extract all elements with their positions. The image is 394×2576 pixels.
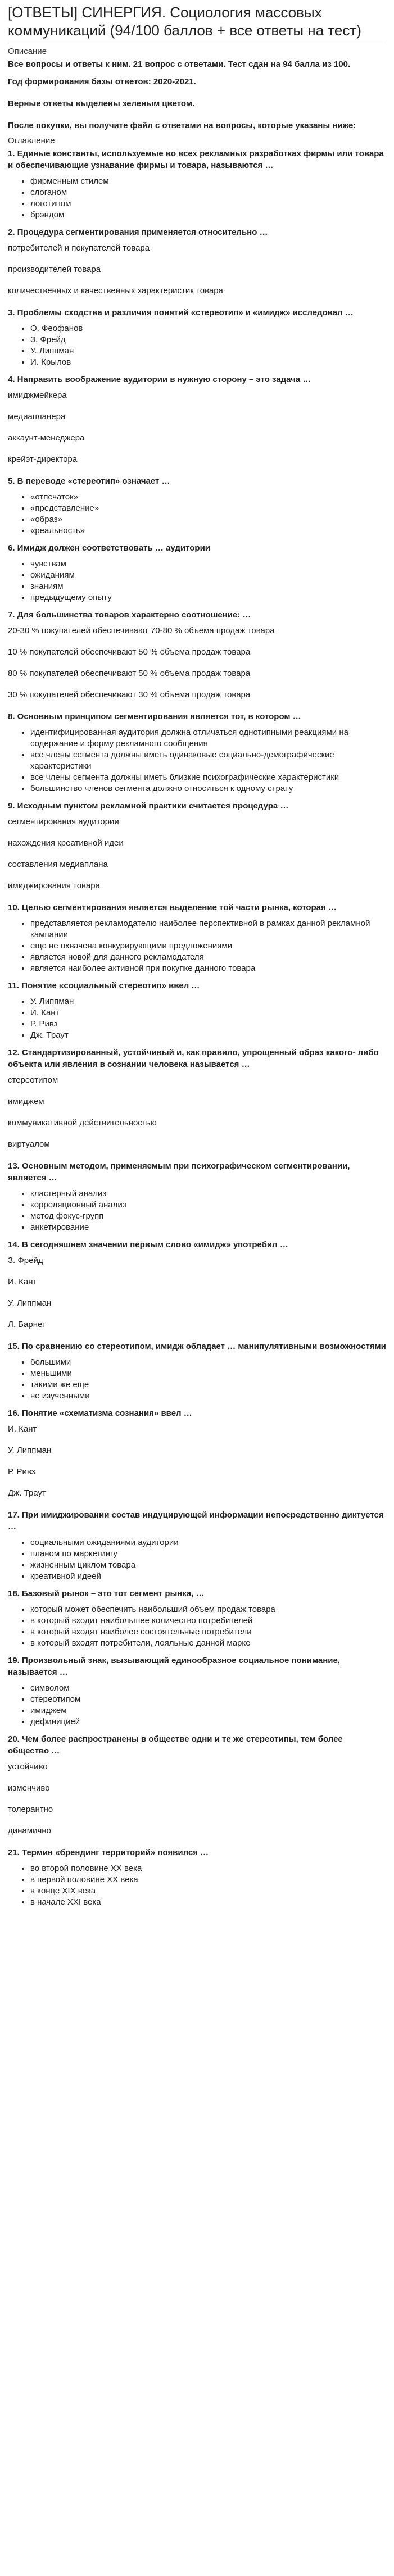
answer-option: потребителей и покупателей товара — [8, 243, 150, 253]
question-text: 10. Целью сегментирования является выделение той части рынка, которая … — [8, 903, 337, 912]
answer-list — [8, 492, 386, 537]
answer-list — [8, 816, 386, 892]
question-text: 6. Имидж должен соответствовать … аудитории — [8, 543, 211, 553]
answer-option: • представляется рекламодателю наиболее перспективной в рамках данной рекламной кампании — [30, 918, 386, 941]
question-block — [8, 1847, 386, 1908]
question-text: 4. Направить воображение аудитории в нужную сторону – это задача … — [8, 375, 311, 384]
answer-option: имиджмейкера — [8, 390, 67, 400]
question-text: 8. Основным принципом сегментирования является тот, в котором … — [8, 712, 301, 721]
answer-option: • социальными ожиданиями аудитории — [30, 1537, 386, 1548]
question-block — [8, 307, 386, 368]
page-title: [ОТВЕТЫ] СИНЕРГИЯ. Социология массовых коммуникаций (94/100 баллов + все ответы на тест) — [8, 3, 386, 43]
question-block — [8, 1509, 386, 1582]
answer-option: И. Кант — [8, 1424, 37, 1434]
question-text: 16. Понятие «схематизма сознания» ввел … — [8, 1409, 192, 1418]
question-text: 14. В сегодняшнем значении первым слово «имидж» употребил … — [8, 1240, 288, 1250]
answer-option: стереотипом — [8, 1075, 58, 1085]
answer-list — [8, 1357, 386, 1402]
answer-option: З. Фрейд — [8, 1256, 43, 1265]
answer-list — [8, 996, 386, 1041]
answer-option: виртуалом — [8, 1139, 50, 1149]
answer-list — [8, 390, 386, 465]
intro-paragraph: Все вопросы и ответы к ним. 21 вопрос с ответами. Тест сдан на 94 балла из 100. — [8, 60, 351, 69]
answer-option: • знаниям — [30, 581, 386, 592]
question-text: 1. Единые константы, используемые во всех рекламных разработках фирмы или товара и обеспечивающие узнавание фирмы и товара, называются … — [8, 149, 384, 170]
answer-option: • корреляционный анализ — [30, 1200, 386, 1211]
answer-option: • в конце XIX века — [30, 1886, 386, 1897]
answer-option: • еще не охвачена конкурирующими предложениями — [30, 941, 386, 952]
answer-list — [8, 1255, 386, 1330]
answer-option: нахождения креативной идеи — [8, 838, 124, 848]
question-block — [8, 374, 386, 465]
question-text: 15. По сравнению со стереотипом, имидж обладает … манипулятивными возможностями — [8, 1342, 386, 1351]
answer-option: • такими же еще — [30, 1379, 386, 1391]
answer-option: Р. Ривз — [8, 1467, 35, 1476]
question-block — [8, 475, 386, 537]
answer-option: И. Кант — [8, 1277, 37, 1287]
question-block — [8, 542, 386, 603]
answer-option: • планом по маркетингу — [30, 1548, 386, 1560]
answer-option: У. Липпман — [8, 1298, 52, 1308]
answer-option: • предыдущему опыту — [30, 592, 386, 603]
questions-list — [8, 148, 386, 1908]
answer-option: • символом — [30, 1683, 386, 1694]
question-text: 2. Процедура сегментирования применяется относительно … — [8, 228, 268, 237]
answer-option: • чувствам — [30, 558, 386, 570]
answer-option: крейэт-директора — [8, 455, 78, 464]
question-text: 17. При имиджировании состав индуцирующей информации непосредственно диктуется … — [8, 1510, 384, 1532]
toc-heading: Оглавление — [8, 136, 55, 146]
answer-list — [8, 1604, 386, 1649]
answer-option: • ожиданиям — [30, 570, 386, 581]
answer-option: • креативной идеей — [30, 1571, 386, 1582]
question-text: 18. Базовый рынок – это тот сегмент рынка, … — [8, 1589, 205, 1598]
question-text: 12. Стандартизированный, устойчивый и, как правило, упрощенный образ какого- либо объекта или явления в сознании человека называется … — [8, 1048, 379, 1069]
question-block — [8, 1341, 386, 1402]
answer-option: • не изученными — [30, 1391, 386, 1402]
answer-option: • кластерный анализ — [30, 1188, 386, 1200]
answer-list — [8, 1424, 386, 1499]
answer-list — [8, 558, 386, 603]
question-block — [8, 1047, 386, 1150]
answer-option: толерантно — [8, 1805, 53, 1814]
answer-option: 80 % покупателей обеспечивают 50 % объема продаж товара — [8, 669, 251, 678]
question-block — [8, 800, 386, 892]
question-text: 13. Основным методом, применяемым при психографическом сегментировании, является … — [8, 1161, 350, 1183]
answer-option: • в который входит наибольшее количество потребителей — [30, 1615, 386, 1627]
intro-paragraph: Год формирования базы ответов: 2020-2021. — [8, 77, 196, 87]
question-block — [8, 711, 386, 794]
answer-option: коммуникативной действительностью — [8, 1118, 157, 1128]
answer-option: • является наиболее активной при покупке данного товара — [30, 963, 386, 974]
answer-option: • «отпечаток» — [30, 492, 386, 503]
question-block — [8, 226, 386, 297]
question-block — [8, 609, 386, 701]
answer-option: • Р. Ривз — [30, 1019, 386, 1030]
answer-list — [8, 1075, 386, 1150]
question-text: 3. Проблемы сходства и различия понятий «стереотип» и «имидж» исследовал … — [8, 308, 354, 317]
answer-list — [8, 1188, 386, 1233]
answer-list — [8, 1761, 386, 1837]
answer-list — [8, 727, 386, 794]
answer-option: У. Липпман — [8, 1446, 52, 1455]
answer-option: сегментирования аудитории — [8, 817, 119, 826]
answer-option: изменчиво — [8, 1783, 50, 1793]
question-block — [8, 1160, 386, 1233]
question-text: 9. Исходным пунктом рекламной практики считается процедура … — [8, 801, 289, 811]
answer-option: 30 % покупателей обеспечивают 30 % объема продаж товара — [8, 690, 251, 699]
question-block — [8, 1588, 386, 1649]
answer-option: • в который входят наиболее состоятельные потребители — [30, 1627, 386, 1638]
answer-option: • меньшими — [30, 1368, 386, 1379]
answer-option: • является новой для данного рекламодателя — [30, 952, 386, 963]
answer-option: составления медиаплана — [8, 860, 108, 869]
answer-list — [8, 1863, 386, 1908]
answer-option: • З. Фрейд — [30, 334, 386, 346]
answer-option: • большинство членов сегмента должно относиться к одному страту — [30, 783, 386, 794]
intro-paragraph: Верные ответы выделены зеленым цветом. — [8, 99, 195, 108]
answer-option: • все члены сегмента должны иметь близкие психографические характеристики — [30, 772, 386, 783]
answer-option: 10 % покупателей обеспечивают 50 % объема продаж товара — [8, 647, 251, 657]
answer-option: • анкетирование — [30, 1222, 386, 1233]
answer-option: • во второй половине XX века — [30, 1863, 386, 1874]
answer-option: количественных и качественных характеристик товара — [8, 286, 223, 296]
question-text: 7. Для большинства товаров характерно соотношение: … — [8, 610, 251, 620]
answer-option: • в начале XXI века — [30, 1897, 386, 1908]
answer-list — [8, 1683, 386, 1728]
answer-option: • стереотипом — [30, 1694, 386, 1705]
answer-option: • который может обеспечить наибольший объем продаж товара — [30, 1604, 386, 1615]
description-heading: Описание — [8, 47, 47, 56]
answer-option: динамично — [8, 1826, 51, 1836]
answer-option: устойчиво — [8, 1762, 48, 1771]
answer-list — [8, 243, 386, 297]
answer-option: • «представление» — [30, 503, 386, 514]
question-text: 5. В переводе «стереотип» означает … — [8, 476, 170, 486]
answer-option: 20-30 % покупателей обеспечивают 70-80 % объема продаж товара — [8, 626, 275, 635]
answer-list — [8, 1537, 386, 1582]
question-text: 19. Произвольный знак, вызывающий единообразное социальное понимание, называется … — [8, 1656, 340, 1677]
answer-option: • большими — [30, 1357, 386, 1368]
question-block — [8, 902, 386, 974]
intro-paragraph: После покупки, вы получите файл с ответами на вопросы, которые указаны ниже: — [8, 121, 356, 130]
question-block — [8, 1239, 386, 1330]
answer-option: аккаунт-менеджера — [8, 433, 85, 443]
answer-option: • дефиницией — [30, 1716, 386, 1728]
answer-option: Дж. Траут — [8, 1488, 46, 1498]
question-text: 20. Чем более распространены в обществе одни и те же стереотипы, тем более общество … — [8, 1734, 343, 1756]
answer-list — [8, 918, 386, 974]
answer-option: • жизненным циклом товара — [30, 1560, 386, 1571]
answer-option: • «реальность» — [30, 525, 386, 537]
answer-option: • в который входят потребители, лояльные данной марке — [30, 1638, 386, 1649]
answer-option: • логотипом — [30, 198, 386, 210]
answer-list — [8, 625, 386, 701]
answer-option: • У. Липпман — [30, 996, 386, 1007]
answer-list — [8, 176, 386, 221]
answer-option: • все члены сегмента должны иметь одинаковые социально-демографические характеристики — [30, 749, 386, 772]
answer-option: производителей товара — [8, 265, 101, 274]
question-block — [8, 1407, 386, 1499]
answer-option: • в первой половине XX века — [30, 1874, 386, 1886]
answer-option: • И. Крылов — [30, 357, 386, 368]
question-text: 21. Термин «брендинг территорий» появился … — [8, 1848, 209, 1857]
answer-option: • слоганом — [30, 187, 386, 198]
answer-option: • метод фокус-групп — [30, 1211, 386, 1222]
question-block — [8, 980, 386, 1041]
answer-option: • У. Липпман — [30, 346, 386, 357]
answer-option: • фирменным стилем — [30, 176, 386, 187]
question-block — [8, 148, 386, 221]
answer-option: медиапланера — [8, 412, 66, 421]
answer-option: • «образ» — [30, 514, 386, 525]
answer-list — [8, 323, 386, 368]
answer-option: Л. Барнет — [8, 1320, 46, 1329]
intro-block — [8, 58, 386, 131]
answer-option: • имиджем — [30, 1705, 386, 1716]
answer-option: имиджем — [8, 1097, 44, 1106]
question-block — [8, 1733, 386, 1837]
answer-option: • И. Кант — [30, 1007, 386, 1019]
answer-option: • брэндом — [30, 210, 386, 221]
answer-option: • идентифицированная аудитория должна отличаться однотипными реакциями на содержание и форму рекламного сообщения — [30, 727, 386, 749]
question-text: 11. Понятие «социальный стереотип» ввел … — [8, 981, 200, 991]
answer-option: • О. Феофанов — [30, 323, 386, 334]
answer-option: • Дж. Траут — [30, 1030, 386, 1041]
answer-option: имиджирования товара — [8, 881, 100, 891]
question-block — [8, 1655, 386, 1728]
